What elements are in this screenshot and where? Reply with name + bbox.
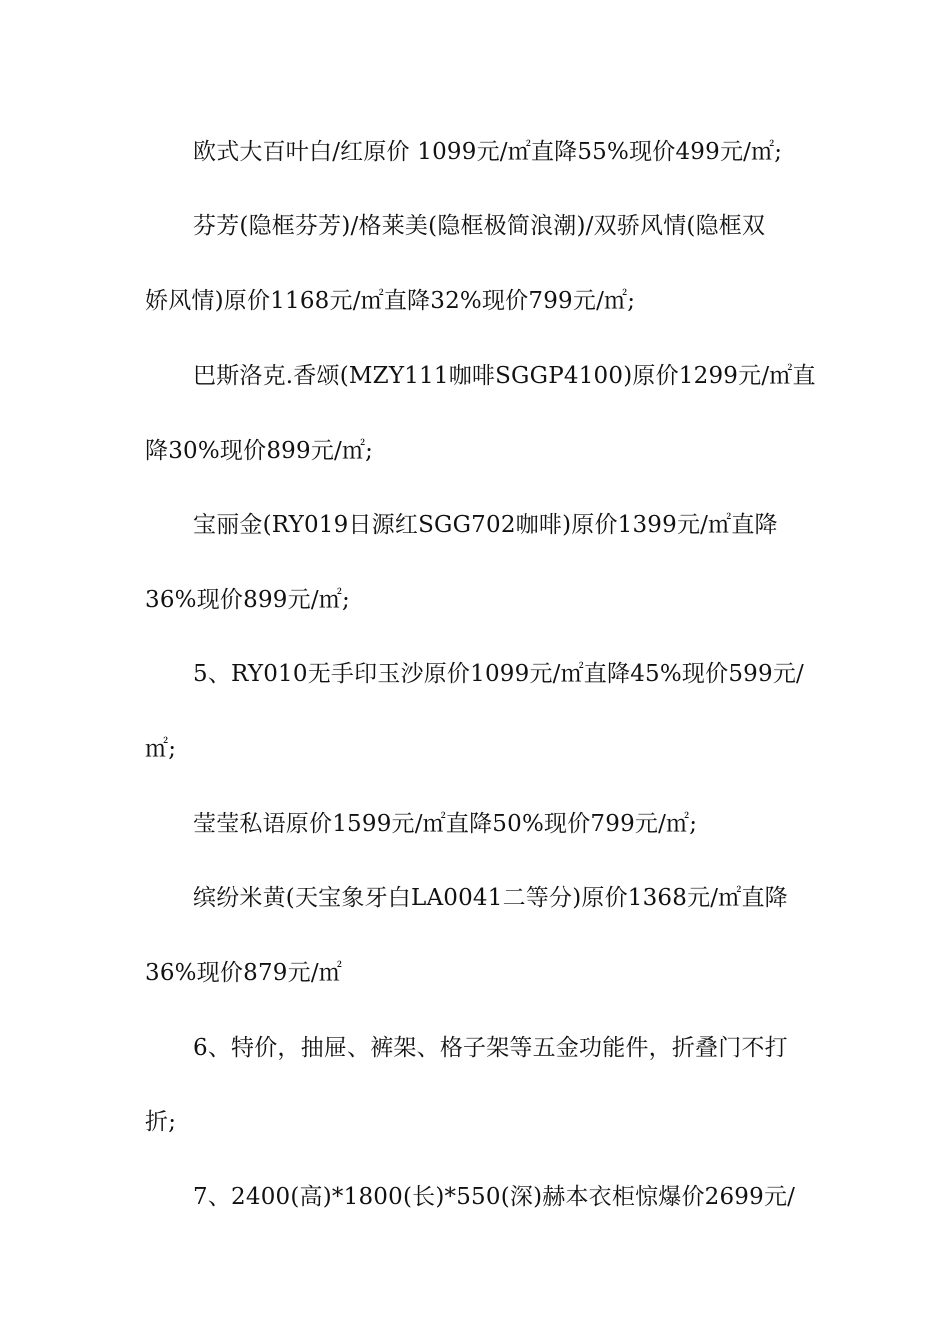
- paragraph-line-basiluoke-cont: 降30%现价899元/㎡;: [145, 438, 374, 464]
- paragraph-line-item-6: 6、特价，抽屉、裤架、格子架等五金功能件，折叠门不打: [193, 1035, 788, 1061]
- paragraph-line-fenfang: 芬芳(隐框芬芳)/格莱美(隐框极简浪潮)/双骄风情(隐框双: [193, 213, 766, 239]
- paragraph-line-yingying: 莹莹私语原价1599元/㎡直降50%现价799元/㎡;: [193, 811, 698, 837]
- paragraph-line-binfen-cont: 36%现价879元/㎡: [145, 960, 342, 986]
- paragraph-line-european-blinds: 欧式大百叶白/红原价 1099元/㎡直降55%现价499元/㎡;: [193, 139, 783, 165]
- paragraph-line-baolijin: 宝丽金(RY019日源红SGG702咖啡)原价1399元/㎡直降: [193, 512, 778, 538]
- paragraph-line-item-6-cont: 折;: [145, 1109, 177, 1135]
- paragraph-line-item-5: 5、RY010无手印玉沙原价1099元/㎡直降45%现价599元/: [193, 661, 804, 687]
- paragraph-line-item-5-cont: ㎡;: [145, 736, 177, 762]
- paragraph-line-fenfang-cont: 娇风情)原价1168元/㎡直降32%现价799元/㎡;: [145, 288, 636, 314]
- paragraph-line-baolijin-cont: 36%现价899元/㎡;: [145, 587, 350, 613]
- paragraph-line-basiluoke: 巴斯洛克.香颂(MZY111咖啡SGGP4100)原价1299元/㎡直: [193, 363, 816, 389]
- paragraph-line-item-7: 7、2400(高)*1800(长)*550(深)赫本衣柜惊爆价2699元/: [193, 1184, 796, 1210]
- paragraph-line-binfen: 缤纷米黄(天宝象牙白LA0041二等分)原价1368元/㎡直降: [193, 885, 788, 911]
